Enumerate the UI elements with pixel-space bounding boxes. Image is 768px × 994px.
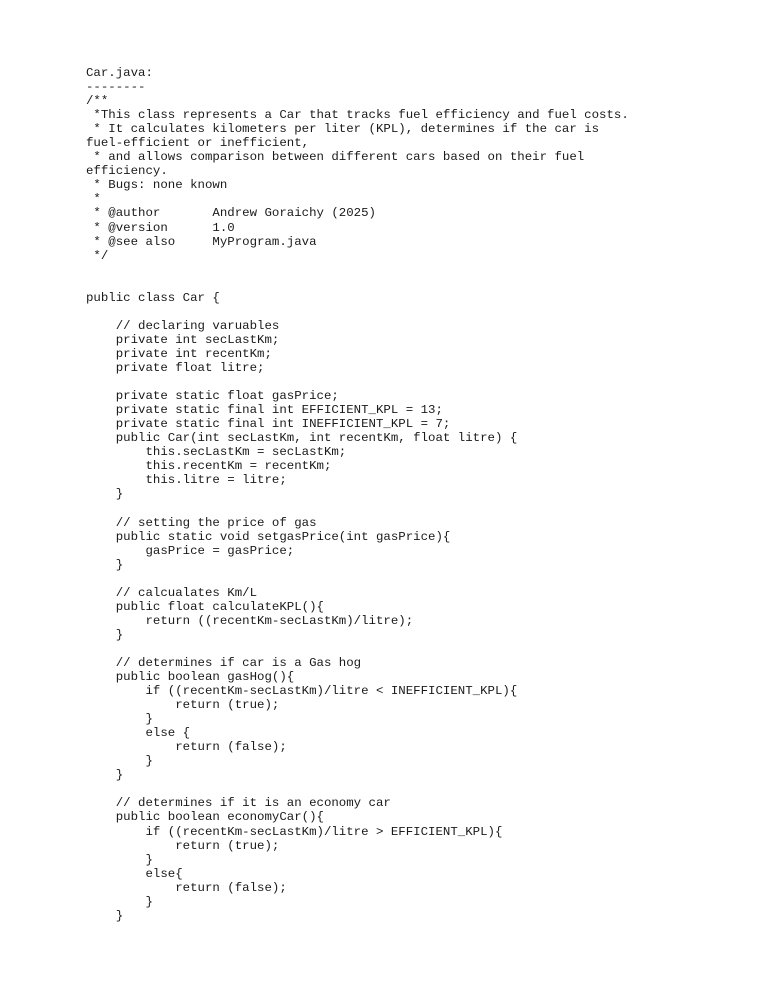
code-comment: // setting the price of gas [86, 515, 317, 530]
code-statement: gasPrice = gasPrice; [86, 543, 295, 558]
closing-brace: } [86, 852, 153, 867]
code-statement: if ((recentKm-secLastKm)/litre > EFFICIENT_KPL){ [86, 824, 503, 839]
code-statement: this.litre = litre; [86, 473, 287, 488]
closing-brace: } [86, 712, 153, 727]
code-document [86, 66, 746, 923]
closing-brace: } [86, 768, 124, 783]
field-declaration: private int secLastKm; [86, 332, 280, 347]
doc-comment-line: * Bugs: none known [86, 178, 228, 193]
blank-line [86, 642, 746, 656]
doc-comment-line: * It calculates kilometers per liter (KPL), determines if the car is [86, 122, 600, 137]
blank-line [86, 305, 746, 319]
field-declaration: private int recentKm; [86, 346, 272, 361]
closing-brace: } [86, 908, 124, 923]
doc-comment-line: fuel-efficient or inefficient, [86, 136, 310, 151]
filename-header: Car.java: [86, 66, 153, 80]
blank-line [86, 572, 746, 586]
code-statement: if ((recentKm-secLastKm)/litre < INEFFICIENT_KPL){ [86, 684, 518, 699]
class-declaration: public class Car { [86, 290, 220, 305]
closing-brace: } [86, 627, 124, 642]
closing-brace: } [86, 754, 153, 769]
code-statement: else { [86, 726, 191, 741]
header-underline: -------- [86, 80, 146, 95]
code-statement: this.recentKm = recentKm; [86, 459, 332, 474]
blank-line [86, 263, 746, 277]
constant-declaration: private static final int INEFFICIENT_KPL = 7; [86, 417, 451, 432]
doc-comment-line: * and allows comparison between different cars based on their fuel [86, 150, 585, 165]
blank-line [86, 277, 746, 291]
constant-declaration: private static final int EFFICIENT_KPL = 13; [86, 403, 443, 418]
code-statement: return (false); [86, 880, 287, 895]
doc-comment-version: * @version 1.0 [86, 220, 235, 235]
code-statement: this.secLastKm = secLastKm; [86, 445, 347, 460]
code-comment: // declaring varuables [86, 318, 280, 333]
closing-brace: } [86, 487, 124, 502]
doc-comment-line: /** [86, 94, 109, 109]
code-statement: return (true); [86, 698, 280, 713]
field-declaration: private float litre; [86, 360, 265, 375]
code-comment: // calcualates Km/L [86, 585, 258, 600]
blank-line [86, 782, 746, 796]
method-signature: public boolean economyCar(){ [86, 810, 324, 825]
blank-line [86, 375, 746, 389]
doc-comment-see-also: * @see also MyProgram.java [86, 234, 317, 249]
doc-comment-line: *This class represents a Car that tracks fuel efficiency and fuel costs. [86, 108, 629, 123]
doc-comment-author: * @author Andrew Goraichy (2025) [86, 206, 376, 221]
code-comment: // determines if it is an economy car [86, 796, 391, 811]
blank-line [86, 501, 746, 515]
doc-comment-line: efficiency. [86, 164, 168, 179]
method-signature: public float calculateKPL(){ [86, 599, 324, 614]
field-declaration: private static float gasPrice; [86, 389, 339, 404]
doc-comment-line: */ [86, 248, 109, 263]
code-comment: // determines if car is a Gas hog [86, 655, 362, 670]
closing-brace: } [86, 557, 124, 572]
method-signature: public boolean gasHog(){ [86, 670, 295, 685]
code-statement: return (false); [86, 740, 287, 755]
code-statement: return (true); [86, 838, 280, 853]
constructor-signature: public Car(int secLastKm, int recentKm, float litre) { [86, 431, 518, 446]
code-statement: else{ [86, 866, 183, 881]
closing-brace: } [86, 894, 153, 909]
method-signature: public static void setgasPrice(int gasPrice){ [86, 529, 451, 544]
code-statement: return ((recentKm-secLastKm)/litre); [86, 613, 414, 628]
doc-comment-line: * [86, 192, 101, 207]
